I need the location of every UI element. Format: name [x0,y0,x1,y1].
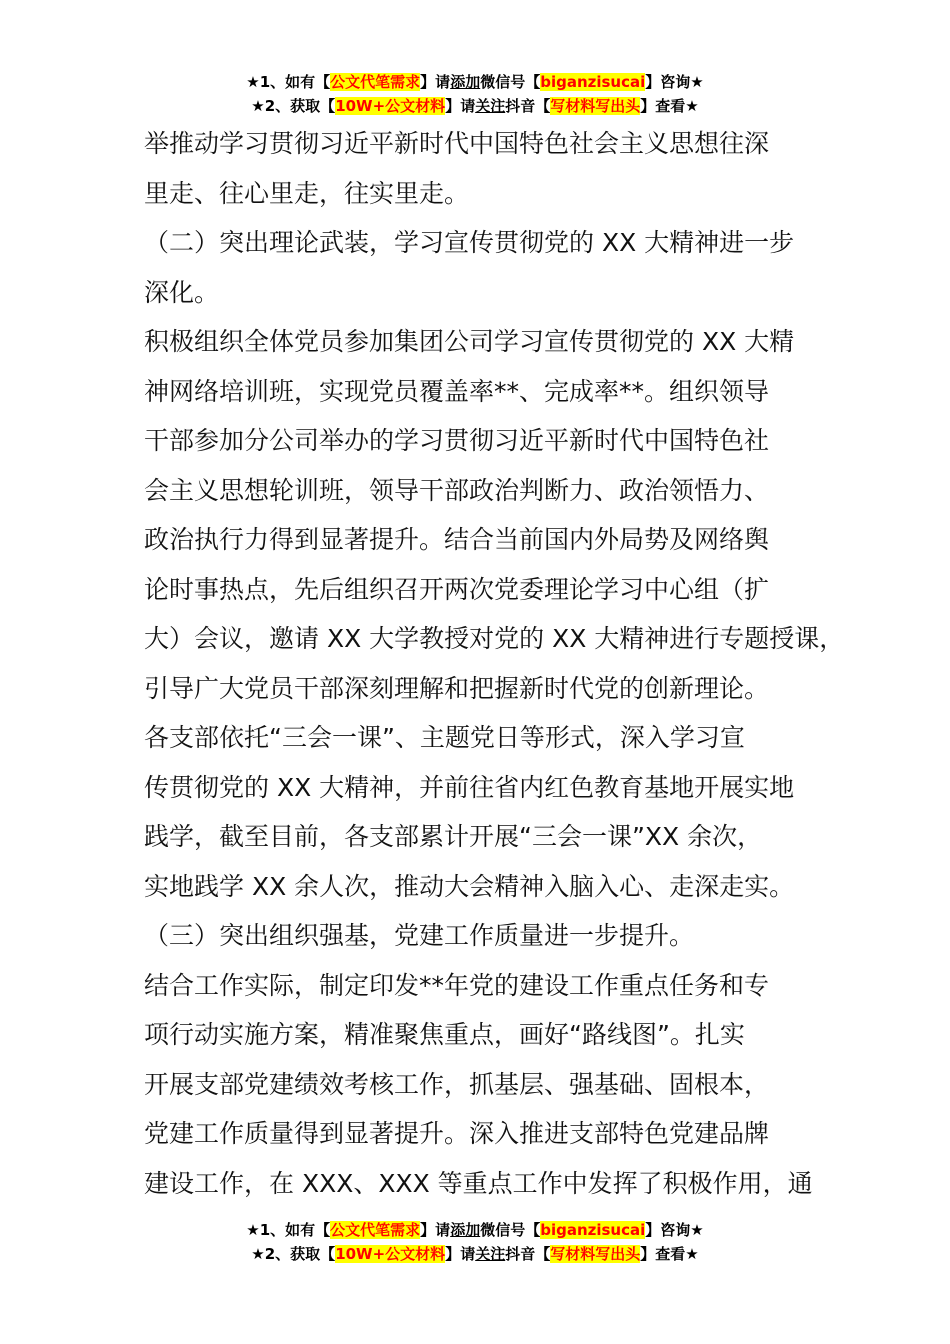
promo-text: ★1、如有【 [246,1221,331,1239]
body-line: 会主义思想轮训班，领导干部政治判断力、政治领悟力、 [144,475,770,505]
body-line: 干部参加分公司举办的学习贯彻习近平新时代中国特色社 [144,426,770,455]
body-line: 结合工作实际，制定印发**年党的建设工作重点任务和专 [144,970,770,1000]
promo-underline: 添加 [450,1221,481,1239]
promo-highlight-douyin: 写材料写出头 [550,97,641,115]
body-line: 项行动实施方案，精准聚焦重点，画好“路线图”。扎实 [144,1020,745,1049]
promo-underline: 关注 [475,1245,506,1263]
body-line: 引导广大党员干部深刻理解和把握新时代党的创新理论。 [144,673,770,703]
promo-underline: 关注 [475,97,506,115]
body-line: 论时事热点，先后组织召开两次党委理论学习中心组（扩 [144,574,770,604]
promo-highlight: 公文代笔需求 [330,73,421,91]
section-heading: （二）突出理论武装，学习宣传贯彻党的 XX 大精神进一步 [144,228,795,257]
promo-text: 】咨询★ [645,1221,704,1239]
promo-text: 】请 [445,1245,476,1263]
promo-text: 】请 [420,1221,451,1239]
promo-highlight: 10W+公文材料 [335,1245,446,1263]
body-line: 各支部依托“三会一课”、主题党日等形式，深入学习宣 [144,723,745,752]
promo-text: ★2、获取【 [251,1245,336,1263]
promo-text: 】请 [445,97,476,115]
promo-highlight-douyin: 写材料写出头 [550,1245,641,1263]
body-line: 践学，截至目前，各支部累计开展“三会一课”XX 余次， [144,822,763,851]
promo-text: 抖音【 [505,97,551,115]
promo-text: 】请 [420,73,451,91]
section-heading: 深化。 [144,277,220,307]
promo-line-1 [0,1218,950,1242]
promo-text: 微信号【 [480,73,541,91]
body-line: 传贯彻党的 XX 大精神，并前往省内红色教育基地开展实地 [144,772,795,802]
body-line: 神网络培训班，实现党员覆盖率**、完成率**。组织领导 [144,376,770,406]
body-line: 建设工作，在 XXX、XXX 等重点工作中发挥了积极作用，通 [144,1168,813,1198]
promo-line-2 [0,94,950,118]
body-line: 党建工作质量得到显著提升。深入推进支部特色党建品牌 [144,1119,770,1148]
promo-text: ★1、如有【 [246,73,331,91]
body-line: 实地践学 XX 余人次，推动大会精神入脑入心、走深走实。 [144,871,795,901]
promo-text: 微信号【 [480,1221,541,1239]
body-line: 里走、往心里走，往实里走。 [144,178,470,208]
promo-line-1 [0,70,950,94]
promo-highlight: 10W+公文材料 [335,97,446,115]
promo-underline: 添加 [450,73,481,91]
promo-text: 】咨询★ [645,73,704,91]
promo-text: 抖音【 [505,1245,551,1263]
body-line: 开展支部党建绩效考核工作，抓基层、强基础、固根本， [144,1069,770,1099]
footer-promo [0,1218,950,1266]
body-line: 积极组织全体党员参加集团公司学习宣传贯彻党的 XX 大精 [144,327,795,356]
body-line: 大）会议，邀请 XX 大学教授对党的 XX 大精神进行专题授课， [144,624,845,653]
promo-highlight-wechat: biganzisucai [540,73,646,91]
header-promo [0,70,950,118]
promo-line-2 [0,1242,950,1266]
document-body [144,119,845,1208]
promo-highlight: 公文代笔需求 [330,1221,421,1239]
body-line: 举推动学习贯彻习近平新时代中国特色社会主义思想往深 [144,129,770,158]
promo-text: ★2、获取【 [251,97,336,115]
body-line: 政治执行力得到显著提升。结合当前国内外局势及网络舆 [144,525,770,554]
promo-text: 】查看★ [640,1245,699,1263]
section-heading: （三）突出组织强基，党建工作质量进一步提升。 [144,921,695,950]
promo-highlight-wechat: biganzisucai [540,1221,646,1239]
promo-text: 】查看★ [640,97,699,115]
